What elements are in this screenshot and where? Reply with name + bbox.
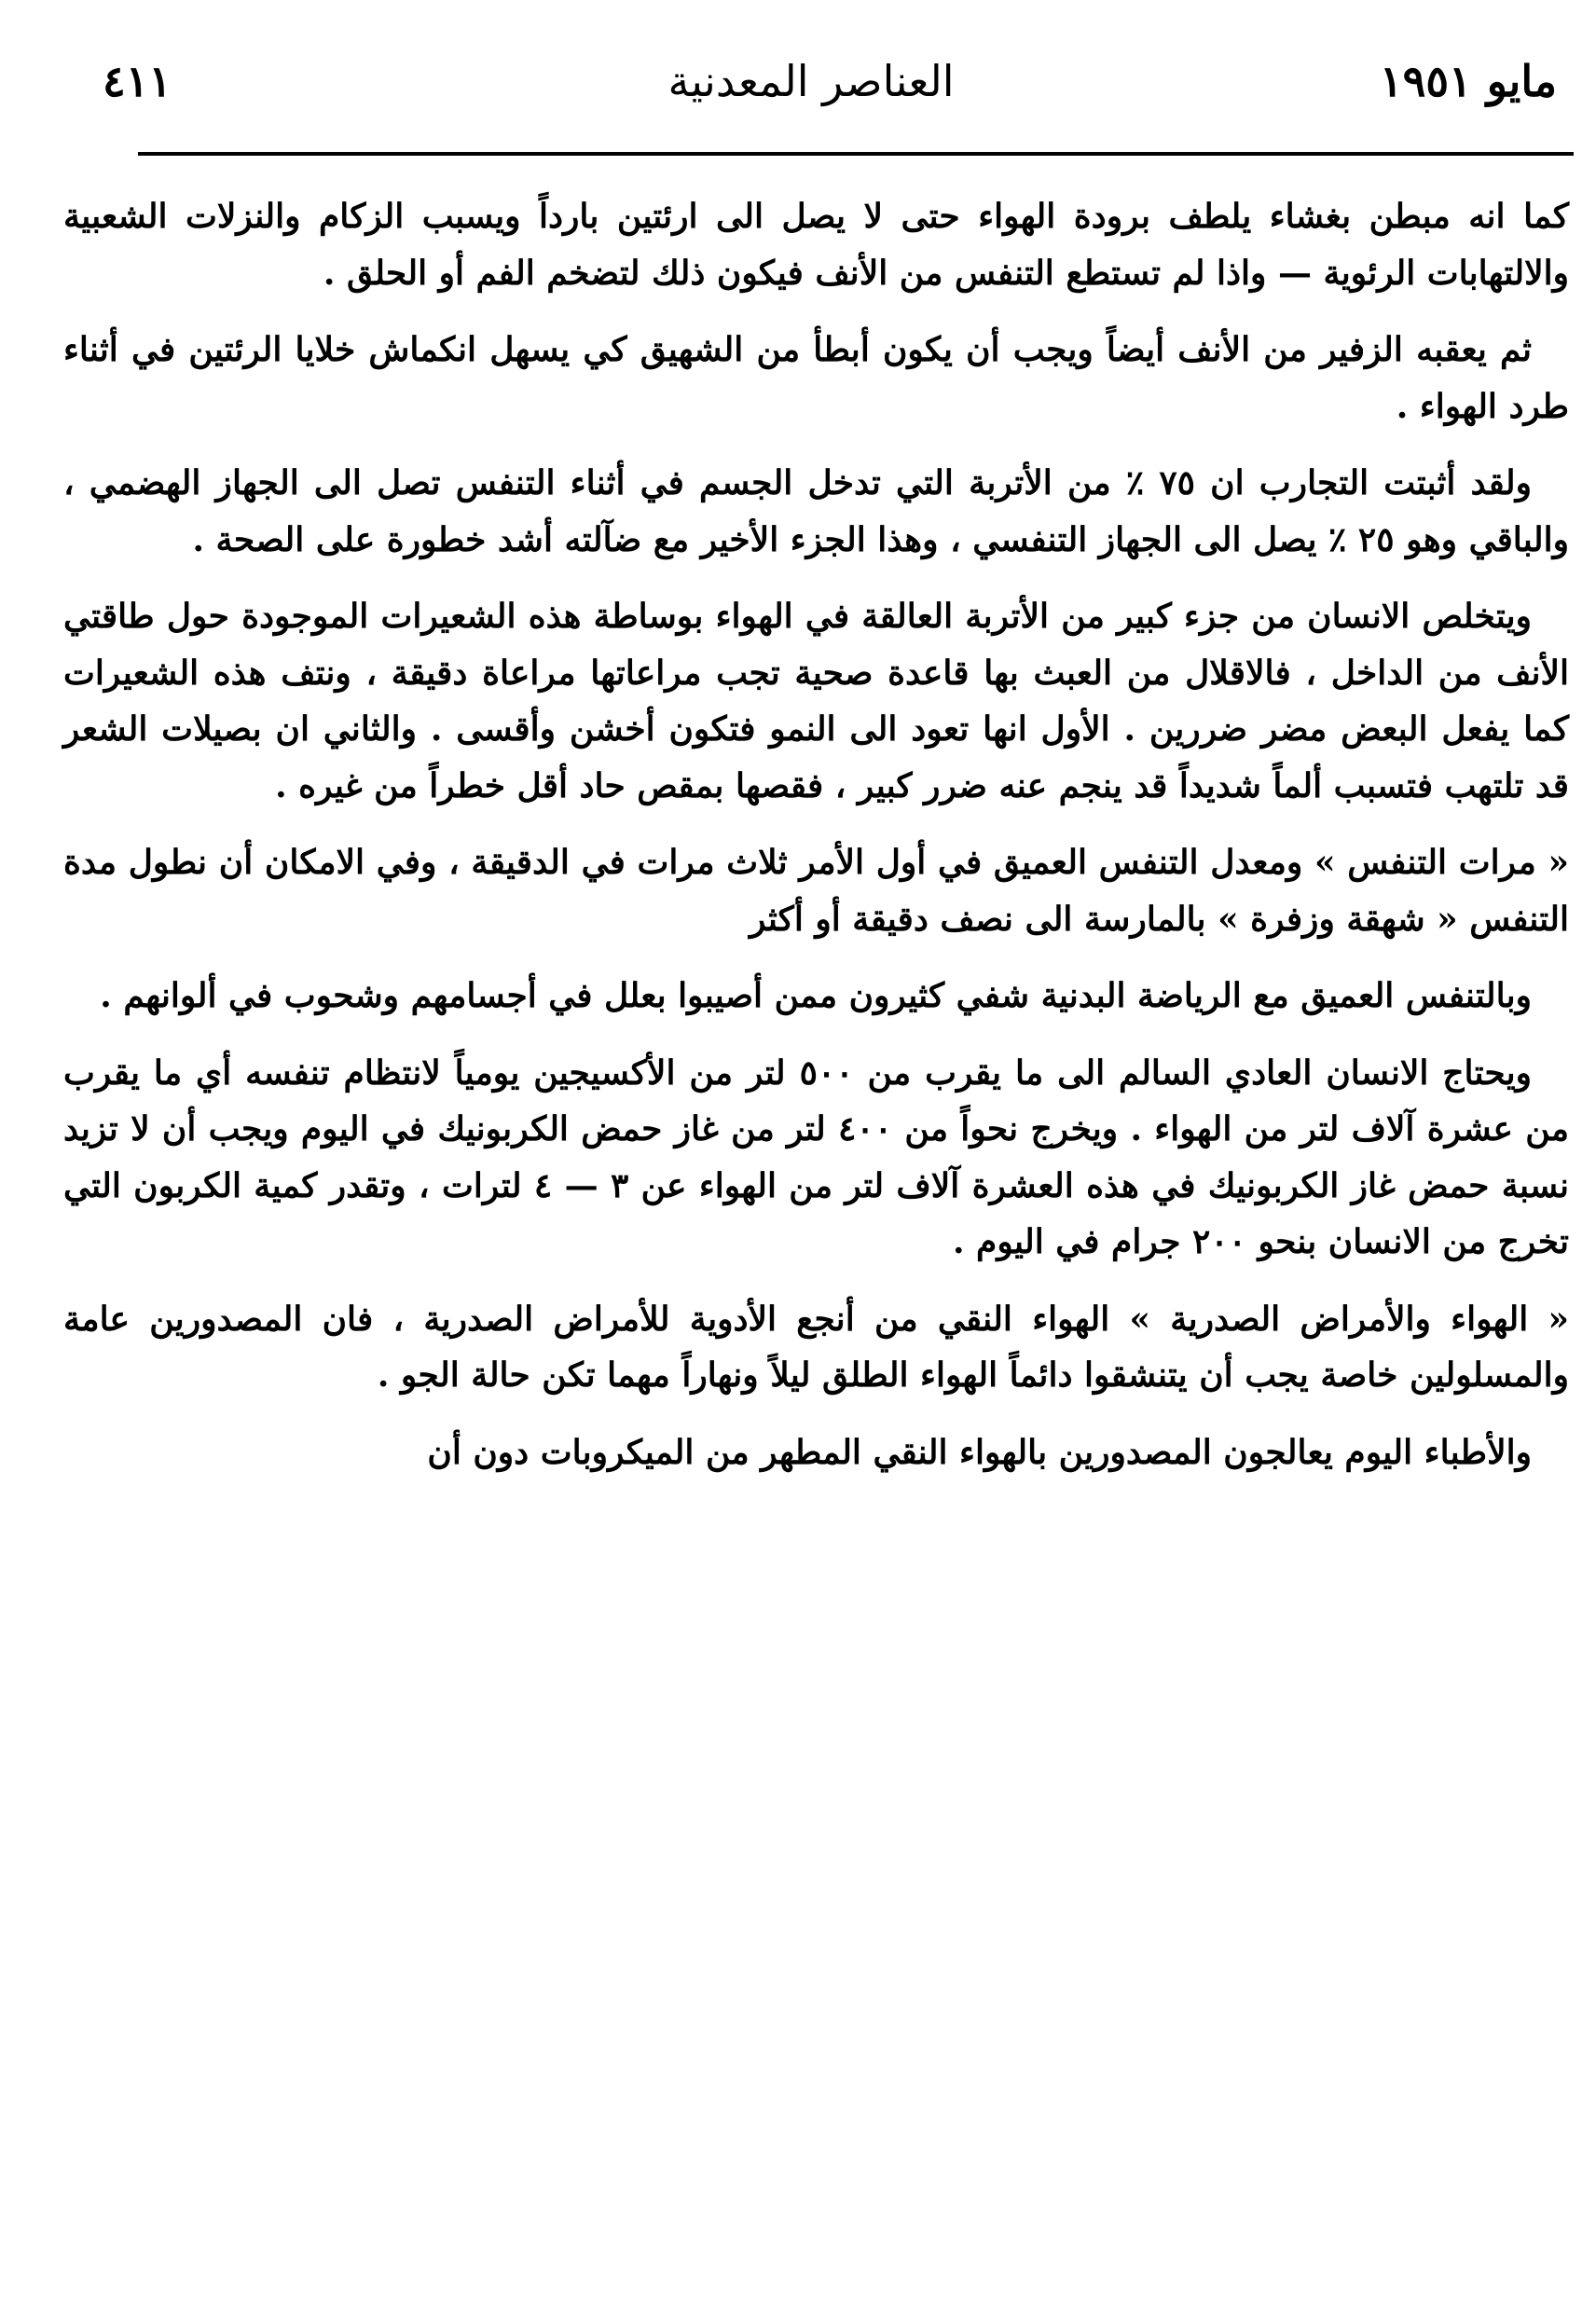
paragraph: ويحتاج الانسان العادي السالم الى ما يقرب من ٥٠٠ لتر من الأكسيجين يومياً لانتظام تنفسه أي ما يقرب من عشرة آلاف لتر من الهواء . ويخرج نحواً من ٤٠٠ لتر من غاز حمض الكربونيك في اليوم ويجب أن لا تزيد نسبة حمض غاز الكربونيك في هذه العشرة آلاف لتر من الهواء عن ٣ — ٤ لترات ، وتقدر كمية الكربون التي تخرج من الانسان بنحو ٢٠٠ جرام في اليوم . <box>63 1052 1569 1261</box>
article-body <box>63 188 1569 1501</box>
header-date: مايو ١٩٥١ <box>1379 56 1557 106</box>
paragraph: ويتخلص الانسان من جزء كبير من الأتربة العالقة في الهواء بوساطة هذه الشعيرات الموجودة حول طاقتي الأنف من الداخل ، فالاقلال من العبث بها قاعدة صحية تجب مراعاتها مراعاة دقيقة ، ونتف هذه الشعيرات كما يفعل البعض مضر ضررين . الأول انها تعود الى النمو فتكون أخشن وأقسى . والثاني ان بصيلات الشعر قد تلتهب فتسبب ألماً شديداً قد ينجم عنه ضرر كبير ، فقصها بمقص حاد أقل خطراً من غيره . <box>63 597 1569 805</box>
paragraph: وبالتنفس العميق مع الرياضة البدنية شفي كثيرون ممن أصيبوا بعلل في أجسامهم وشحوب في ألوانهم . <box>100 976 1532 1015</box>
paragraph: ثم يعقبه الزفير من الأنف أيضاً ويجب أن يكون أبطأ من الشهيق كي يسهل انكماش خلايا الرئتين في أثناء طرد الهواء . <box>63 330 1569 426</box>
paragraph: « مرات التنفس » ومعدل التنفس العميق في أول الأمر ثلاث مرات في الدقيقة ، وفي الامكان أن نطول مدة التنفس « شهقة وزفرة » بالمارسة الى نصف دقيقة أو أكثر <box>63 843 1569 939</box>
header-title: العناصر المعدنية <box>667 56 955 106</box>
paragraph: ولقد أثبتت التجارب ان ٧٥ ٪ من الأتربة التي تدخل الجسم في أثناء التنفس تصل الى الجهاز الهضمي ، والباقي وهو ٢٥ ٪ يصل الى الجهاز التنفسي ، وهذا الجزء الأخير مع ضآلته أشد خطورة على الصحة . <box>63 463 1569 559</box>
header-divider <box>138 152 1574 156</box>
paragraph: والأطباء اليوم يعالجون المصدورين بالهواء النقي المطهر من الميكروبات دون أن <box>427 1432 1532 1472</box>
paragraph: « الهواء والأمراض الصدرية » الهواء النقي من أنجع الأدوية للأمراض الصدرية ، فان المصدورين عامة والمسلولين خاصة يجب أن يتنشقوا دائماً الهواء الطلق ليلاً ونهاراً مهما تكن حالة الجو . <box>63 1299 1569 1395</box>
page-header <box>65 56 1557 131</box>
paragraph: كما انه مبطن بغشاء يلطف برودة الهواء حتى لا يصل الى ارئتين بارداً ويسبب الزكام والنزلات الشعبية والالتهابات الرئوية — واذا لم تستطع التنفس من الأنف فيكون ذلك لتضخم الفم أو الحلق . <box>63 197 1569 293</box>
page-number: ٤١١ <box>103 56 172 106</box>
